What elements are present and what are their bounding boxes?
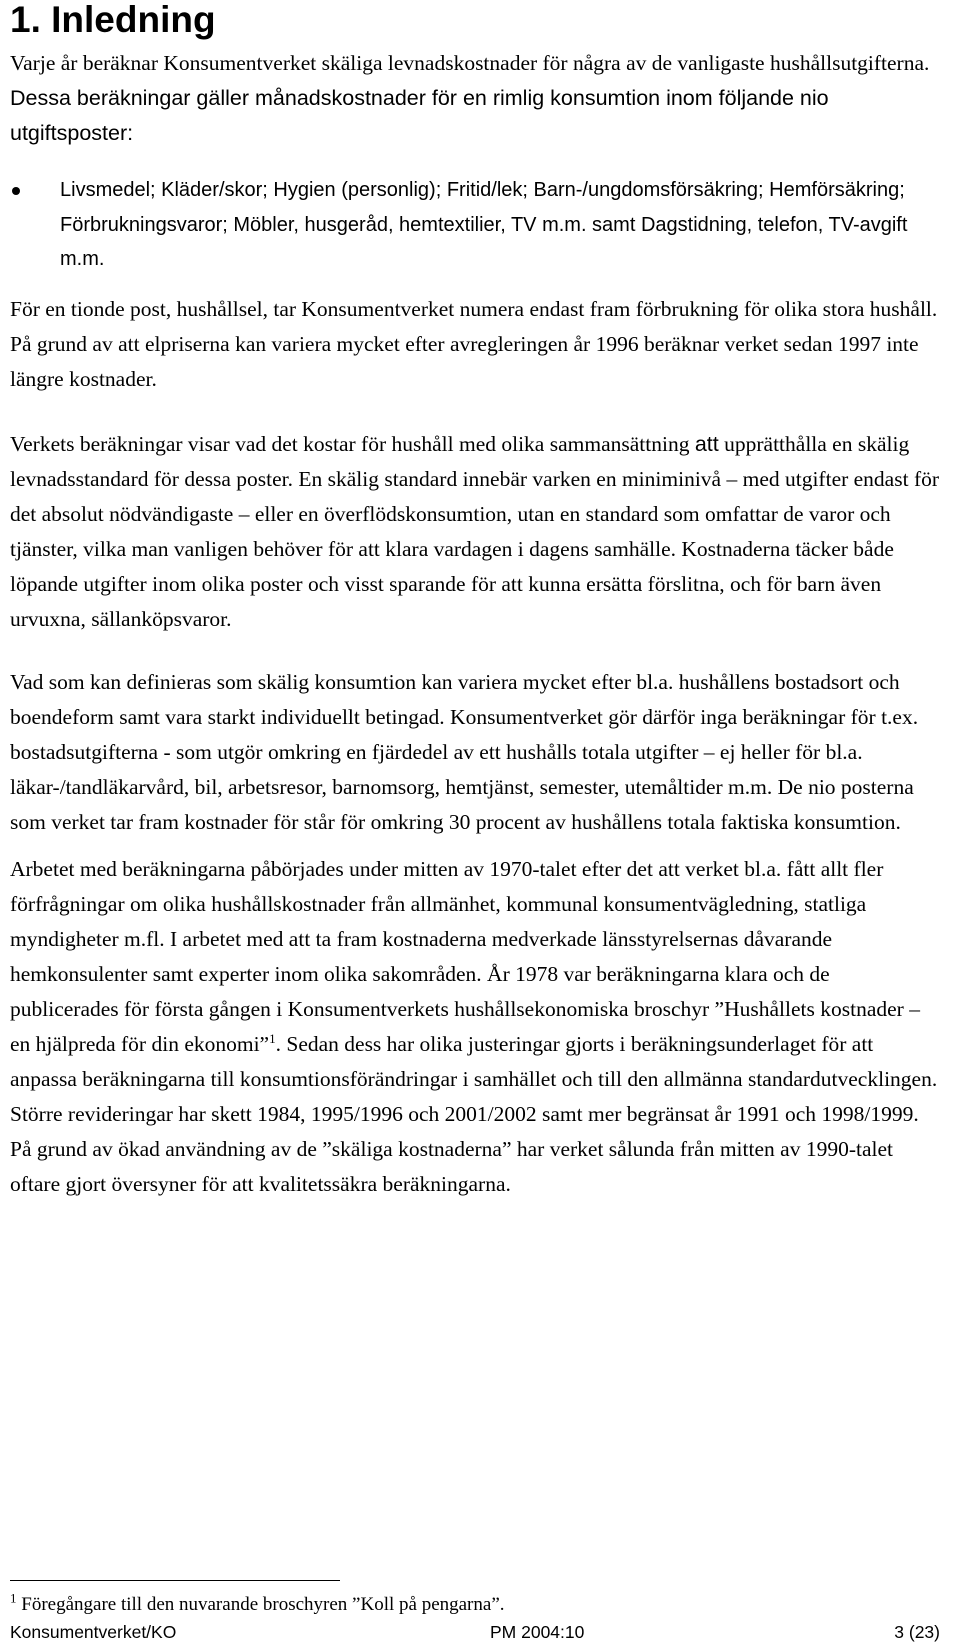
paragraph-reasonable-standard: [10, 427, 940, 637]
footnote-text: Föregångare till den nuvarande broschyren ”Koll på pengarna”.: [21, 1594, 505, 1615]
p4-part-2: . Sedan dess har olika justeringar gjorts i beräkningsunderlaget för att anpassa beräkningarna till konsumtionsförändringar i samhället och till den allmänna standardutvecklingen. Större revideringar har skett 1984, 1995/1996 och 2001/2002 samt mer begränsat år 1991 och 1998/1999. På grund av ökad användning av de ”skäliga kostnaderna” har verket sålunda från mitten av 1990-talet oftare gjort översyner för att kvalitetssäkra beräkningarna.: [10, 1031, 938, 1196]
footer-page-number: 3 (23): [894, 1622, 940, 1642]
page-footer: [10, 1620, 940, 1644]
paragraph-history: [10, 852, 940, 1202]
footnote-reference: 1: [269, 1030, 276, 1046]
footnote: [10, 1590, 505, 1617]
intro-paragraph: [10, 46, 940, 151]
paragraph-household-electricity: För en tionde post, hushållsel, tar Konsumentverket numera endast fram förbrukning för olika stora hushåll. På grund av att elpriserna kan variera mycket efter avregleringen år 1996 beräknar verket sedan 1997 inte längre kostnader.: [10, 296, 938, 391]
bullet-icon: [12, 187, 20, 195]
p2-att: att: [694, 431, 719, 456]
footnote-divider: [10, 1580, 340, 1581]
footer-document-id: PM 2004:10: [490, 1622, 585, 1642]
intro-part-1: Varje år beräknar Konsumentverket skäliga levnadskostnader för några av de vanligaste hushållsutgifterna.: [10, 51, 930, 75]
expense-list-item: [10, 173, 940, 277]
page: [10, 0, 940, 1202]
p2-part-1: Verkets beräkningar visar vad det kostar för hushåll med olika sammansättning: [10, 431, 695, 456]
footnote-number: 1: [10, 1590, 17, 1606]
expense-list-text: Livsmedel; Kläder/skor; Hygien (personlig); Fritid/lek; Barn-/ungdomsförsäkring; Hemförsäkring; Förbrukningsvaror; Möbler, husgeråd, hemtextilier, TV m.m. samt Dagstidning, telefon, TV-avgift m.m.: [60, 179, 908, 270]
intro-part-2: Dessa beräkningar gäller månadskostnader för en rimlig konsumtion inom följande nio utgiftsposter:: [10, 86, 829, 145]
page-heading: 1. Inledning: [10, 0, 216, 40]
footer-organization: Konsumentverket/KO: [10, 1622, 177, 1642]
paragraph-excluded-costs: Vad som kan definieras som skälig konsumtion kan variera mycket efter bl.a. hushållens bostadsort och boendeform samt vara starkt individuellt betingad. Konsumentverket gör därför inga beräkningar för t.ex. bostadsutgifterna - som utgör omkring en fjärdedel av ett hushålls totala utgifter – ej heller för bl.a. läkar-/tandläkarvård, bil, arbetsresor, barnomsorg, hemtjänst, semester, utemåltider m.m. De nio posterna som verket tar fram kostnader för står för omkring 30 procent av hushållens totala faktiska konsumtion.: [10, 669, 919, 834]
p2-part-2: upprätthålla en skälig levnadsstandard för dessa poster. En skälig standard innebär varken en miniminivå – med utgifter endast för det absolut nödvändigaste – eller en överflödskonsumtion, utan en standard som omfattar de varor och tjänster, vilka man vanligen behöver för att klara vardagen i dagens samhälle. Kostnaderna täcker både löpande utgifter inom olika poster och visst sparande för att kunna ersätta förslitna, och för barn även urvuxna, sällanköpsvaror.: [10, 431, 940, 631]
p4-part-1: Arbetet med beräkningarna påbörjades under mitten av 1970-talet efter det att verket bl.a. fått allt fler förfrågningar om olika hushållskostnader från allmänhet, kommunal konsumentvägledning, statliga myndigheter m.fl. I arbetet med att ta fram kostnaderna medverkade länsstyrelsernas dåvarande hemkonsulenter samt experter inom olika sakområden. År 1978 var beräkningarna klara och de publicerades för första gången i Konsumentverkets hushållsekonomiska broschyr ”Hushållets kostnader – en hjälpreda för din ekonomi”: [10, 856, 920, 1056]
